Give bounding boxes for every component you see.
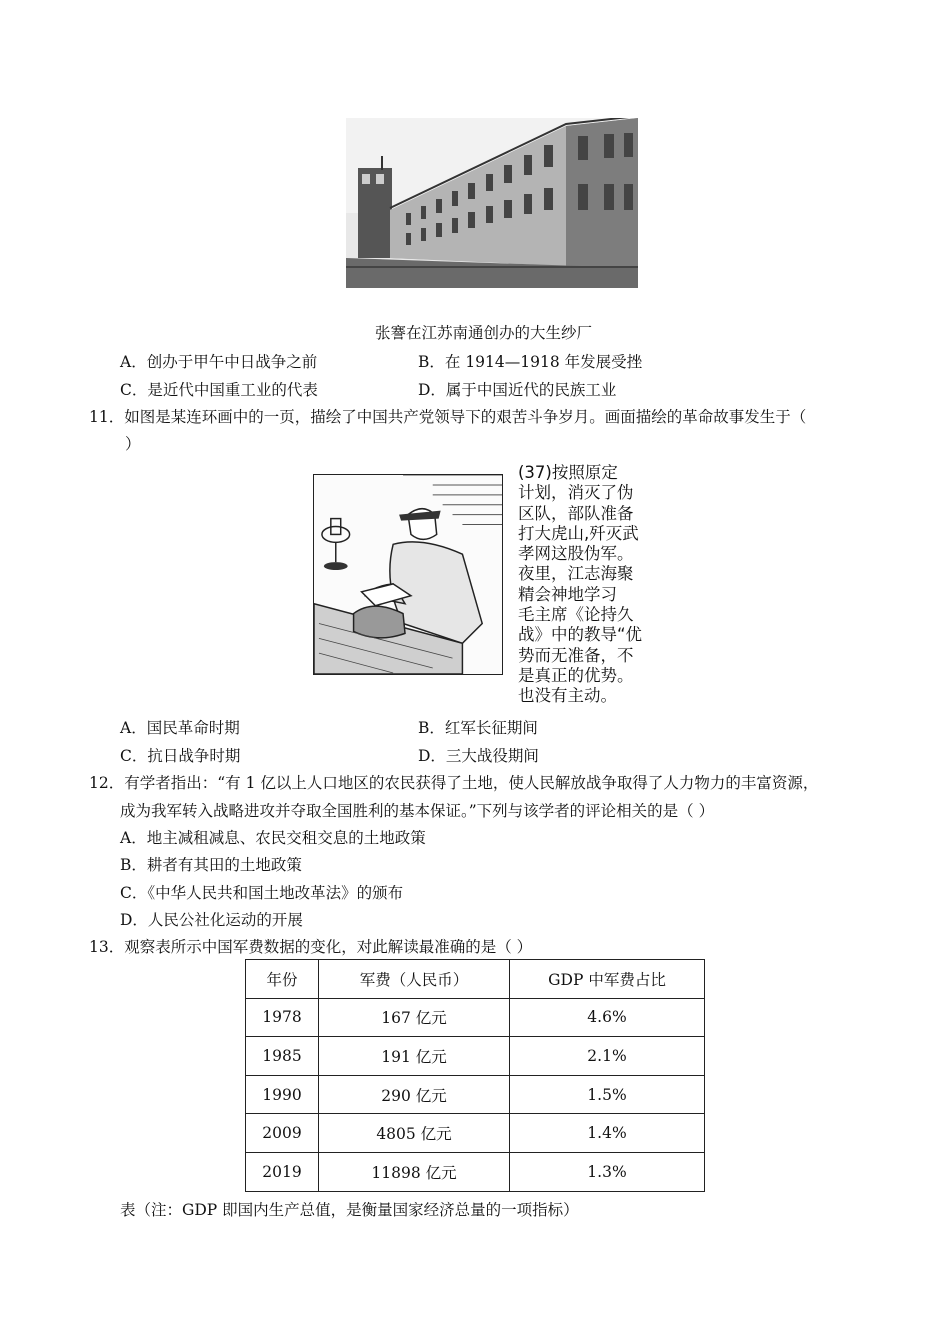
q11-option-b[interactable]: B．红军长征期间 (418, 719, 538, 737)
table-row (246, 1075, 705, 1114)
cell-gdp-share: 2.1% (510, 1037, 705, 1076)
cell-spending: 191 亿元 (319, 1037, 510, 1076)
q10-option-b[interactable]: B．在 1914—1918 年发展受挫 (418, 353, 643, 371)
q10-option-d[interactable]: D．属于中国近代的民族工业 (418, 381, 617, 399)
cell-spending: 4805 亿元 (319, 1114, 510, 1153)
q13-stem: 13．观察表所示中国军费数据的变化，对此解读最准确的是（ ） (89, 938, 533, 956)
factory-photo (346, 118, 638, 288)
table-row (246, 1152, 705, 1191)
q12-option-b[interactable]: B．耕者有其田的土地政策 (120, 856, 302, 874)
q11-stem: 11．如图是某连环画中的一页，描绘了中国共产党领导下的艰苦斗争岁月。画面描绘的革命故事发生于（ (89, 408, 807, 426)
cell-gdp-share: 4.6% (510, 998, 705, 1037)
comic-line: 战》中的教导“优 (518, 625, 643, 645)
comic-line: 是真正的优势。 (518, 665, 634, 685)
comic-line: 精会神地学习 (518, 584, 617, 604)
cell-spending: 167 亿元 (319, 998, 510, 1037)
comic-caption (518, 463, 688, 707)
comic-line: 孝网这股伪军。 (518, 544, 634, 564)
comic-line: (37)按照原定 (518, 463, 618, 482)
comic-line: 势而无准备，不 (518, 645, 634, 665)
comic-illustration (313, 474, 503, 675)
cell-year: 1978 (246, 998, 319, 1037)
comic-line: 毛主席《论持久 (518, 605, 634, 625)
table-note: 表（注：GDP 即国内生产总值，是衡量国家经济总量的一项指标） (120, 1201, 579, 1219)
q10-option-a[interactable]: A．创办于甲午中日战争之前 (120, 353, 318, 371)
military-spending-table (245, 959, 705, 1192)
cell-year: 2009 (246, 1114, 319, 1153)
q11-option-c[interactable]: C．抗日战争时期 (120, 747, 241, 765)
cell-year: 2019 (246, 1152, 319, 1191)
table-row (246, 1114, 705, 1153)
cell-year: 1990 (246, 1075, 319, 1114)
comic-line: 计划，消灭了伪 (518, 483, 634, 503)
q12-option-d[interactable]: D．人民公社化运动的开展 (120, 911, 303, 929)
cell-year: 1985 (246, 1037, 319, 1076)
header-spending: 军费（人民币） (319, 960, 510, 999)
cell-gdp-share: 1.4% (510, 1114, 705, 1153)
photo-caption: 张謇在江苏南通创办的大生纱厂 (375, 324, 593, 342)
cell-spending: 11898 亿元 (319, 1152, 510, 1191)
cell-gdp-share: 1.5% (510, 1075, 705, 1114)
q12-option-a[interactable]: A．地主减租减息、农民交租交息的土地政策 (120, 829, 426, 847)
q11-option-a[interactable]: A．国民革命时期 (120, 719, 240, 737)
comic-line: 夜里，江志海聚 (518, 564, 634, 584)
cell-spending: 290 亿元 (319, 1075, 510, 1114)
table-header-row (246, 960, 705, 999)
comic-line: 也没有主动。 (518, 686, 617, 706)
header-gdp-share: GDP 中军费占比 (510, 960, 705, 999)
comic-line: 打大虎山,歼灭武 (518, 523, 639, 543)
q11-stem-end: ） (125, 435, 141, 453)
q12-option-c[interactable]: C．《中华人民共和国土地改革法》的颁布 (120, 884, 404, 902)
q12-stem-cont: 成为我军转入战略进攻并夺取全国胜利的基本保证。”下列与该学者的评论相关的是（ ） (120, 802, 715, 820)
q12-stem: 12．有学者指出：“有 1 亿以上人口地区的农民获得了土地，使人民解放战争取得了人力物力的丰富资源， (89, 774, 819, 792)
q11-option-d[interactable]: D．三大战役期间 (418, 747, 539, 765)
cell-gdp-share: 1.3% (510, 1152, 705, 1191)
table-row (246, 1037, 705, 1076)
table-row (246, 998, 705, 1037)
q10-option-c[interactable]: C．是近代中国重工业的代表 (120, 381, 318, 399)
header-year: 年份 (246, 960, 319, 999)
comic-line: 区队，部队准备 (518, 503, 634, 523)
